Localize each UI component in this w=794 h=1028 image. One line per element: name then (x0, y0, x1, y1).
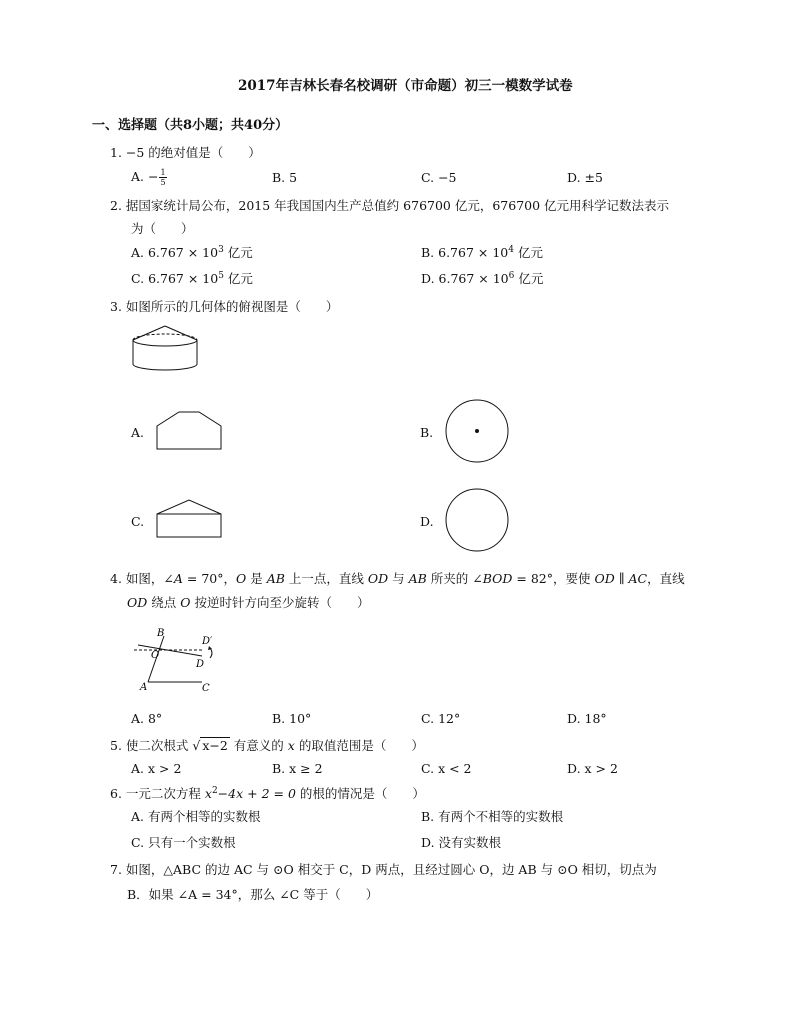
q3-option-b-label: B. (420, 425, 434, 440)
label-C: C (202, 683, 210, 694)
label-B: B (157, 628, 165, 639)
sqrt-symbol: √ (192, 738, 201, 753)
cylinder-bottom (133, 364, 197, 370)
q5-stem (110, 737, 424, 753)
q6-stem (110, 786, 425, 801)
q5-var: x (287, 738, 295, 753)
q1-option-b: B. 5 (272, 170, 298, 185)
q4-var: AC (628, 571, 648, 586)
q4-var: AB (266, 571, 285, 586)
q4-option-b: B. 10° (272, 711, 312, 726)
q3-option-d-figure (444, 487, 510, 553)
q1-frac-num: 1 (160, 168, 166, 177)
q4-option-c: C. 12° (421, 711, 461, 726)
q6-exp: 2 (211, 786, 218, 796)
label-D-prime: D′ (202, 636, 213, 647)
q4-text: = 82°，要使 (512, 571, 595, 586)
q5-option-a: A. x > 2 (131, 761, 182, 776)
q2-option-a (131, 245, 253, 260)
q4-var: OD (367, 571, 389, 586)
q4-text: 与 (388, 571, 409, 586)
cone-left-edge (133, 326, 165, 340)
q2-stem-line2: 为（ ） (131, 221, 194, 236)
q2-d-base: D. 6.767 × 10 (421, 271, 509, 286)
q1-option-c: C. −5 (421, 170, 457, 185)
q4-var: O (235, 571, 247, 586)
q6-equation: −4x + 2 = 0 (217, 786, 296, 801)
q6-text: 6. 一元二次方程 (110, 786, 205, 801)
rectangle-with-roof (157, 500, 221, 537)
q2-a-unit: 亿元 (223, 245, 253, 260)
cylinder-top-back (133, 334, 197, 340)
q2-option-c (131, 271, 253, 286)
q4-text: 是 (246, 571, 267, 586)
q5-text: 有意义的 (229, 738, 288, 753)
rotation-arrow (210, 648, 212, 658)
section-heading: 一、选择题（共8小题；共40分） (92, 118, 289, 133)
q4-var: OD (127, 595, 148, 610)
q2-stem-line1: 2. 据国家统计局公布，2015 年我国国内生产总值约 676700 亿元，676700 亿元用科学记数法表示 (110, 198, 670, 213)
q6-option-d: D. 没有实数根 (421, 835, 502, 850)
q7-stem-line2: B．如果 ∠A = 34°，那么 ∠C 等于（ ） (127, 887, 379, 902)
q2-b-base: B. 6.767 × 10 (421, 245, 509, 260)
q5-text: 5. 使二次根式 (110, 738, 193, 753)
q2-c-base: C. 6.767 × 10 (131, 271, 219, 286)
q1-option-a (131, 168, 168, 187)
q4-stem-line2 (127, 595, 369, 610)
cone-right-edge (165, 326, 197, 340)
q2-a-exp: 3 (218, 245, 224, 255)
cylinder-top-front (133, 340, 197, 346)
q3-option-c-label: C. (131, 514, 145, 529)
q5-radicand: x−2 (202, 738, 228, 753)
q4-stem-line1 (110, 571, 685, 586)
circle-shape (446, 489, 508, 551)
q4-text: 所夹的 ∠ (426, 571, 483, 586)
q1-frac-den: 5 (160, 178, 166, 187)
q4-text: ，直线 (647, 571, 685, 586)
q4-text: = 70°， (182, 571, 236, 586)
q3-stem: 3. 如图所示的几何体的俯视图是（ ） (110, 299, 339, 314)
q2-a-base: A. 6.767 × 10 (131, 245, 219, 260)
q2-option-b (421, 245, 543, 260)
q2-c-exp: 5 (218, 271, 224, 281)
q3-solid-figure (132, 325, 202, 375)
q3-option-b-figure (444, 398, 510, 464)
q4-text: 绕点 (147, 595, 181, 610)
q1-fraction (159, 168, 166, 187)
q3-option-c-figure (156, 499, 222, 539)
center-dot (475, 429, 479, 433)
q1-stem: 1. −5 的绝对值是（ ） (110, 145, 261, 160)
q3-option-d-label: D. (420, 514, 434, 529)
q2-d-unit: 亿元 (514, 271, 544, 286)
q2-d-exp: 6 (508, 271, 515, 281)
q4-option-a: A. 8° (131, 711, 163, 726)
q5-option-d: D. x > 2 (567, 761, 618, 776)
q3-option-a-figure (156, 411, 222, 451)
q4-text: 4. 如图，∠ (110, 571, 174, 586)
pentagon-shape (157, 412, 221, 449)
q4-option-d: D. 18° (567, 711, 607, 726)
label-A: A (140, 682, 148, 693)
q4-angle-figure (130, 625, 230, 695)
q6-option-c: C. 只有一个实数根 (131, 835, 236, 850)
q1-option-d: D. ±5 (567, 170, 603, 185)
q4-var: A (173, 571, 183, 586)
label-D: D (196, 659, 205, 670)
q6-var: x (204, 786, 212, 801)
q2-b-exp: 4 (508, 245, 514, 255)
q2-option-d (421, 271, 543, 286)
q5-text: 的取值范围是（ ） (294, 738, 424, 753)
q4-var: BOD (482, 571, 513, 586)
q2-b-unit: 亿元 (513, 245, 543, 260)
q6-option-b: B. 有两个不相等的实数根 (421, 809, 564, 824)
q5-option-c: C. x < 2 (421, 761, 472, 776)
q5-option-b: B. x ≥ 2 (272, 761, 323, 776)
q4-text: ∥ (614, 571, 629, 586)
q4-var: O (180, 595, 191, 610)
q1-option-a-label: A. − (131, 169, 159, 184)
q3-option-a-label: A. (131, 425, 145, 440)
q6-option-a: A. 有两个相等的实数根 (131, 809, 261, 824)
label-O: O (151, 650, 160, 661)
q4-var: OD (594, 571, 615, 586)
q4-var: AB (408, 571, 427, 586)
q7-stem-line1: 7. 如图，△ABC 的边 AC 与 ⊙O 相交于 C，D 两点，且经过圆心 O，边 AB 与 ⊙O 相切，切点为 (110, 862, 657, 877)
q2-c-unit: 亿元 (223, 271, 253, 286)
q6-text: 的根的情况是（ ） (295, 786, 425, 801)
page-title: 2017年吉林长春名校调研（市命题）初三一模数学试卷 (238, 78, 573, 94)
q4-text: 按逆时针方向至少旋转（ ） (190, 595, 370, 610)
q4-text: 上一点，直线 (284, 571, 368, 586)
